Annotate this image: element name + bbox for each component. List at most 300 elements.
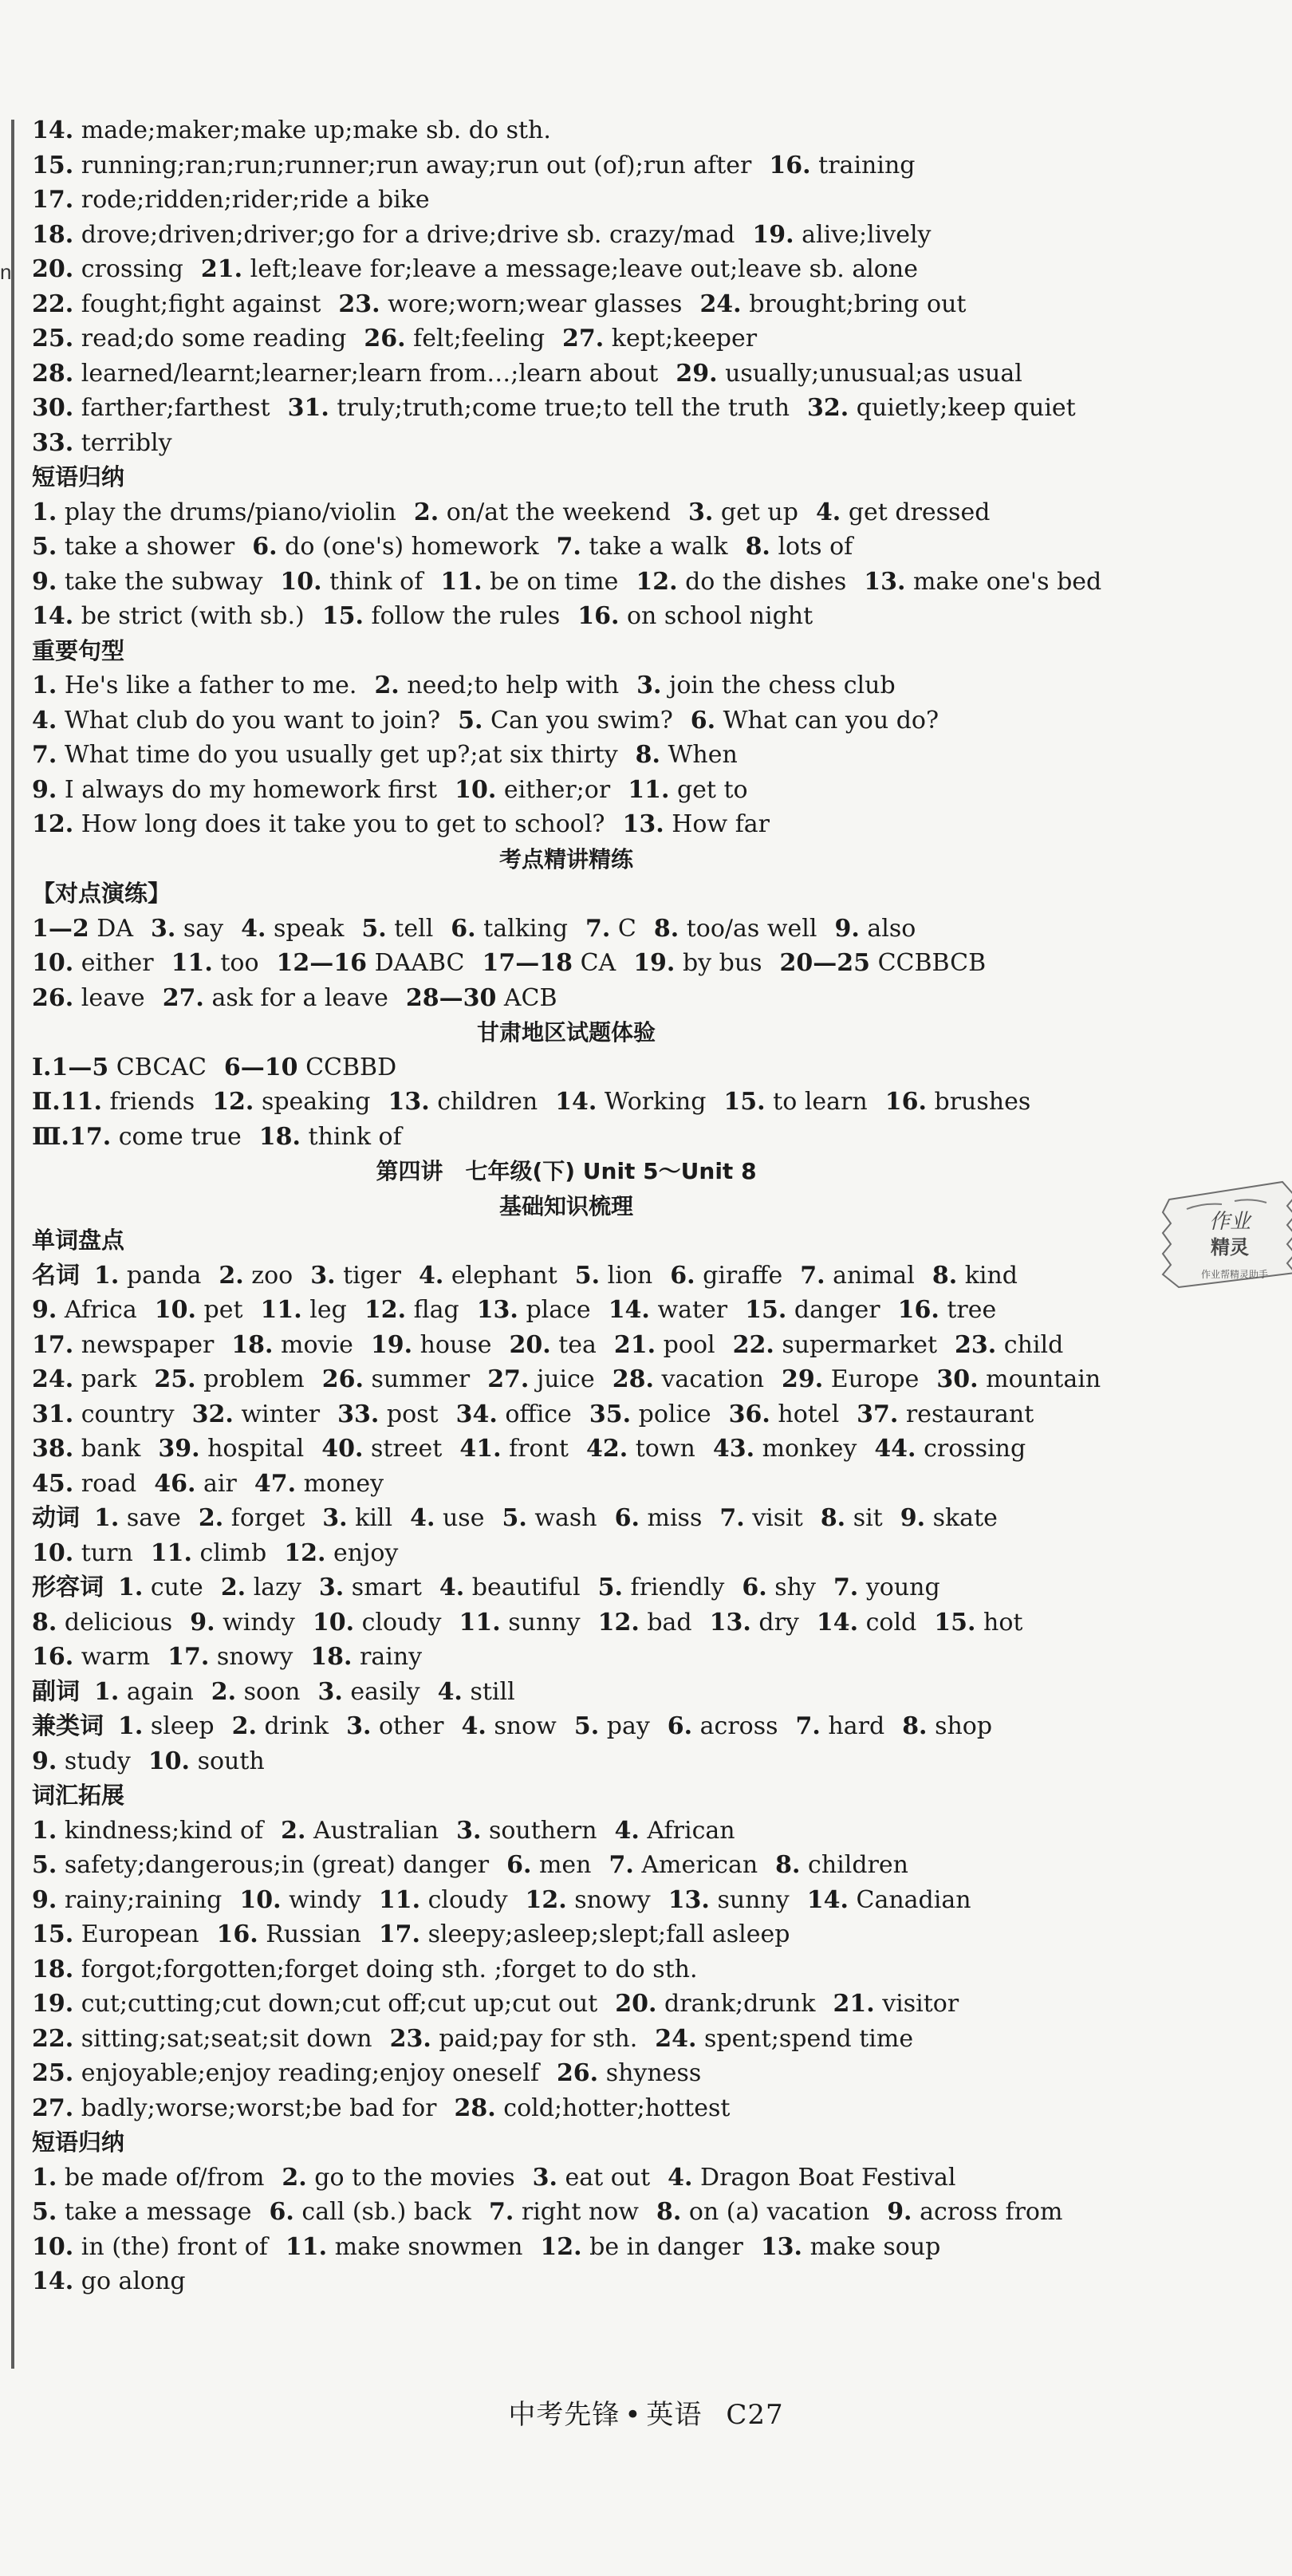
answer-number: 2. [198,1504,224,1532]
answer-text: enjoy [333,1538,399,1567]
answer-item [155,1296,243,1324]
answer-line [32,1085,1125,1120]
answer-item [388,1088,538,1116]
answer-number: 15. [723,1088,766,1116]
answer-text: CCBBCB [877,949,987,977]
answer-number: 15. [934,1608,976,1637]
answer-text: friends [109,1088,195,1116]
answer-number: 27. [32,2093,74,2122]
answer-number: 16. [577,602,620,630]
answer-number: 28. [32,359,74,388]
answer-line [32,426,1125,461]
answer-number: 3. [636,672,662,699]
answer-item [199,1504,305,1532]
answer-text: air [203,1469,237,1498]
answer-number: 27. [562,325,605,353]
answer-text: movie [281,1330,353,1359]
answer-item [270,2198,471,2226]
answer-line [32,287,1125,322]
answer-item [167,1643,293,1671]
answer-item [710,1609,799,1637]
answer-number: 1. [94,1677,120,1706]
answer-item [32,533,234,561]
answer-number: 20. [615,1990,657,2018]
answer-number: 20. [32,255,74,283]
answer-item [319,1574,422,1601]
answer-number: 19. [370,1330,413,1359]
answer-item [94,1678,194,1706]
answer-line [32,530,1125,565]
answer-item [32,1088,195,1116]
answer-text: read;do some reading [81,325,347,353]
answer-item [154,1470,237,1498]
answer-text: When [668,741,738,769]
answer-number: 25. [32,2059,74,2087]
answer-text: drove;driven;driver;go for a drive;drive sb. crazy/mad [81,220,735,249]
answer-number: 12. [364,1296,407,1324]
answer-text: either [81,949,154,977]
answer-item [419,1262,557,1290]
answer-text: Europe [830,1365,920,1393]
answer-number: 32. [191,1400,234,1428]
answer-item [288,394,790,422]
answer-text: How far [672,810,770,838]
answer-item [670,1262,782,1290]
answer-line [32,2056,1125,2091]
answer-number: 4. [614,1816,640,1845]
answer-number: 17. [32,1330,74,1359]
answer-text: drink [264,1712,329,1740]
stamp-title: 作业 [1208,1210,1251,1234]
answer-text: spent;spend time [704,2024,914,2053]
answer-text: supermarket [782,1330,938,1359]
answer-text: child [1003,1330,1064,1359]
answer-item [440,568,618,596]
answer-line [32,356,1125,392]
answer-item [456,1817,597,1845]
answer-item [310,1262,401,1290]
answer-line [32,738,1125,773]
answer-number: 7. [609,1851,634,1879]
answer-number: 1. [118,1712,144,1740]
answer-item [833,1574,940,1601]
answer-text: pet [203,1296,243,1324]
answer-number: 15. [32,1920,74,1948]
answer-item [615,1817,735,1845]
answer-text: brushes [934,1088,1031,1116]
answer-text: make soup [809,2232,941,2261]
answer-number: 11. [171,949,213,977]
answer-number: 4. [410,1504,435,1532]
answer-number: 9. [900,1504,926,1532]
answer-text: shop [935,1712,993,1740]
answer-text: water [657,1296,728,1324]
answer-item [32,152,751,179]
answer-number: 1. [94,1504,120,1532]
answer-number: 21. [833,1990,875,2018]
answer-text: say [183,914,224,943]
answer-number: 1. [32,1816,57,1845]
answer-text: money [303,1469,384,1498]
answer-item [313,1609,442,1637]
answer-item [668,1712,778,1740]
answer-number: 18. [32,220,74,249]
answer-item [817,1609,916,1637]
answer-number: 15. [32,151,74,179]
answer-number: 7. [32,741,57,769]
answer-text: smart [351,1574,422,1601]
answer-text: made;maker;make up;make sb. do sth. [81,116,551,144]
answer-item [557,2059,701,2087]
answer-text: windy [289,1885,361,1914]
answer-item [780,949,987,977]
answer-item [438,1678,515,1706]
answer-number: 6—10 [223,1053,298,1081]
answer-text: danger [794,1296,880,1324]
answer-item [562,325,757,353]
answer-text: African [647,1816,735,1845]
answer-number: 23. [338,290,380,318]
answer-item [211,1678,301,1706]
answer-number: 12—16 [276,949,368,977]
answer-number: 33. [32,428,74,457]
answer-item [221,1574,301,1601]
answer-number: 32. [807,394,849,422]
answer-item [615,1504,703,1532]
answer-text: panda [126,1261,202,1290]
section-title-text: 考点精讲精练 [498,845,633,872]
answer-text: mountain [986,1365,1101,1393]
answer-item [94,1262,201,1290]
answer-item [874,1435,1026,1463]
answer-number: 8. [932,1261,958,1290]
answer-item [32,2094,437,2122]
answer-number: 7. [556,533,581,561]
answer-number: 12. [212,1088,254,1116]
answer-item [439,1574,581,1601]
answer-number: 14. [816,1608,859,1637]
answer-text: office [505,1400,572,1428]
answer-number: 3. [310,1261,336,1290]
answer-line [32,703,1125,739]
answer-item [742,1574,816,1601]
answer-item [154,1365,304,1393]
answer-text: beautiful [471,1574,581,1601]
answer-text: problem [203,1365,305,1393]
answer-line [32,2022,1125,2057]
category-label: 名词 [32,1261,80,1290]
answer-text: cut;cutting;cut down;cut off;cut up;cut out [81,1990,598,2018]
answer-text: too/as well [686,914,817,943]
answer-text: Working [604,1088,707,1116]
answer-number: 13. [668,1885,710,1914]
answer-number: 35. [589,1400,632,1428]
answer-item [864,568,1101,596]
answer-line [32,113,1125,148]
answer-number: 11. [285,2232,328,2261]
answer-number: 16. [769,151,811,179]
answer-item [502,1504,597,1532]
answer-number: 6. [269,2198,294,2226]
margin-character: n [0,260,12,284]
answer-number: 23. [955,1330,997,1359]
answer-number: 3. [346,1712,372,1740]
answer-line [32,773,1125,808]
answer-item [232,1712,329,1740]
answer-item [654,915,817,943]
answer-text: think of [308,1122,402,1151]
answer-item [201,255,918,283]
answer-item [32,707,440,735]
answer-text: men [538,1851,592,1879]
answer-item [656,2198,869,2226]
section-title-text: 甘肃地区试题体验 [476,1019,656,1046]
answer-text: badly;worse;worst;be bad for [81,2093,437,2122]
answer-item [589,1400,711,1428]
section-heading-text: 短语归纳 [32,2129,125,2156]
answer-number: 6. [667,1712,693,1740]
answer-number: 2. [282,2163,307,2192]
answer-text: go along [81,2267,186,2295]
answer-number: 3. [318,1574,345,1601]
answer-text: need;to help with [407,672,620,699]
answer-text: monkey [762,1435,857,1463]
answer-item [277,949,465,977]
answer-text: rainy;raining [64,1885,223,1914]
answer-text: warm [81,1643,151,1671]
answer-number: 5. [458,706,483,735]
answer-text: felt;feeling [413,325,546,353]
answer-number: 24. [655,2024,697,2053]
answer-item [32,1886,222,1914]
answer-text: kindness;kind of [64,1816,264,1845]
answer-number: 3. [317,1677,343,1706]
answer-item [719,1504,802,1532]
answer-number: 15. [745,1296,787,1324]
answer-item [509,1331,596,1359]
answer-text: young [865,1574,940,1601]
answer-item [462,1712,557,1740]
answer-text: play the drums/piano/violin [64,498,396,526]
answer-item [487,1365,595,1393]
answer-item [775,1851,908,1879]
answer-text: What time do you usually get up?;at six thirty [64,741,618,769]
category-label: 兼类词 [32,1712,104,1740]
answer-line [32,2264,1125,2299]
section-title [32,842,1125,877]
answer-item [615,1990,815,2018]
answer-item [526,1886,651,1914]
answer-number: 28. [612,1365,654,1393]
answer-number: 12. [540,2232,582,2261]
answer-number: 5. [502,1504,527,1532]
answer-item [414,498,671,526]
answer-key-content [32,113,1125,2299]
answer-item [32,186,430,214]
answer-item [281,1817,439,1845]
answer-item [361,915,433,943]
answer-number: 26. [32,983,74,1012]
answer-text: hospital [207,1435,305,1463]
section-title [32,1189,1125,1224]
answer-text: C [617,914,636,943]
answer-item [32,741,618,769]
answer-text: get up [720,498,798,526]
answer-text: How long does it take you to get to school? [81,810,605,838]
answer-number: 47. [254,1469,297,1498]
answer-line [32,391,1125,426]
answer-number: 8. [902,1712,928,1740]
answer-text: be on time [490,567,619,596]
answer-text: save [126,1504,181,1532]
answer-text: take a walk [589,533,728,561]
answer-text: speaking [261,1088,371,1116]
answer-text: lion [607,1261,653,1290]
answer-number: 31. [32,1400,74,1428]
answer-text: kind [964,1261,1018,1290]
answer-line [32,495,1125,530]
section-title-text: 基础知识梳理 [498,1192,633,1219]
answer-number: 12. [636,567,678,596]
answer-item [32,2267,186,2295]
answer-text: hot [983,1608,1023,1637]
answer-text: rode;ridden;rider;ride a bike [81,186,430,214]
answer-number: 11. [260,1296,302,1324]
answer-item [636,741,738,769]
answer-item [540,2233,743,2261]
answer-text: restaurant [905,1400,1034,1428]
answer-text: zoo [251,1261,293,1290]
answer-text: ask for a leave [211,983,388,1012]
answer-item [32,1123,242,1151]
answer-text: too [220,949,259,977]
answer-text: go to the movies [314,2163,515,2192]
answer-number: 11. [378,1885,421,1914]
answer-item [32,1435,140,1463]
answer-text: flag [413,1296,459,1324]
answer-item [614,1331,715,1359]
section-heading-text: 单词盘点 [32,1227,125,1254]
answer-text: by bus [682,949,762,977]
answer-number: 21. [200,255,243,283]
answer-number: 42. [585,1435,628,1463]
answer-text: take the subway [64,567,263,596]
answer-number: 13. [709,1608,751,1637]
answer-item [633,949,762,977]
answer-item [32,325,346,353]
answer-number: 22. [732,1330,774,1359]
answer-number: 7. [719,1504,745,1532]
answer-number: 31. [287,394,329,422]
answer-item [32,429,172,457]
answer-line [32,1605,1125,1641]
answer-number: 9. [32,1747,57,1775]
answer-line [32,1258,1125,1294]
answer-number: 25. [154,1365,196,1393]
answer-number: 1. [94,1261,120,1290]
answer-number: Ⅲ.17. [32,1122,112,1151]
answer-item [655,2025,913,2053]
answer-item [364,325,545,353]
answer-text: get to [676,775,748,804]
answer-line [32,1467,1125,1502]
answer-text: CBCAC [116,1053,207,1081]
answer-number: 18. [258,1122,301,1151]
answer-item [379,1920,790,1948]
answer-line [32,1432,1125,1467]
answer-line [32,1293,1125,1328]
answer-item [32,1817,263,1845]
section-title-text: 第四讲 七年级(下) Unit 5～Unit 8 [376,1158,757,1184]
answer-text: speak [274,914,345,943]
answer-item [32,568,262,596]
answer-line [32,1362,1125,1397]
answer-number: 23. [389,2024,431,2053]
answer-text: rainy [360,1643,423,1671]
answer-number: 14. [32,116,74,144]
answer-number: 3. [456,1816,482,1845]
answer-number: 20—25 [779,949,871,977]
answer-item [688,498,798,526]
answer-number: 39. [158,1435,200,1463]
answer-text: crossing [924,1435,1026,1463]
answer-item [451,915,568,943]
answer-line [32,599,1125,634]
answer-item [252,533,538,561]
answer-text: pool [663,1330,715,1359]
answer-number: 40. [321,1435,364,1463]
answer-text: either;or [503,775,611,804]
answer-item [733,1331,937,1359]
answer-item [833,1990,959,2018]
answer-item [364,1296,459,1324]
answer-number: 16. [216,1920,258,1948]
answer-item [254,1470,384,1498]
answer-line [32,1848,1125,1883]
answer-item [406,984,557,1012]
answer-number: 24. [699,290,742,318]
answer-text: snowy [216,1643,293,1671]
answer-number: 10. [32,949,74,977]
answer-number: 11. [440,567,483,596]
answer-item [94,1504,181,1532]
answer-text: hard [828,1712,885,1740]
answer-item [32,116,551,144]
answer-item [885,1088,1030,1116]
answer-text: usually;unusual;as usual [725,359,1022,388]
answer-item [261,1296,347,1324]
answer-line [32,1675,1125,1710]
answer-line [32,2160,1125,2196]
answer-text: pay [606,1712,650,1740]
answer-item [280,568,423,596]
answer-text: cloudy [427,1885,508,1914]
answer-text: He's like a father to me. [64,672,357,699]
answer-text: Can you swim? [490,706,673,735]
answer-line [32,2091,1125,2126]
answer-number: 5. [573,1712,600,1740]
answer-text: right now [521,2198,639,2226]
answer-number: 2. [231,1712,257,1740]
answer-number: 19. [752,220,794,249]
answer-number: 21. [613,1330,656,1359]
answer-item [723,1088,867,1116]
answer-number: 5. [32,533,57,561]
answer-number: 10. [32,2232,74,2261]
answer-text: tell [394,914,434,943]
answer-number: 14. [32,602,74,630]
answer-item [217,1920,361,1948]
